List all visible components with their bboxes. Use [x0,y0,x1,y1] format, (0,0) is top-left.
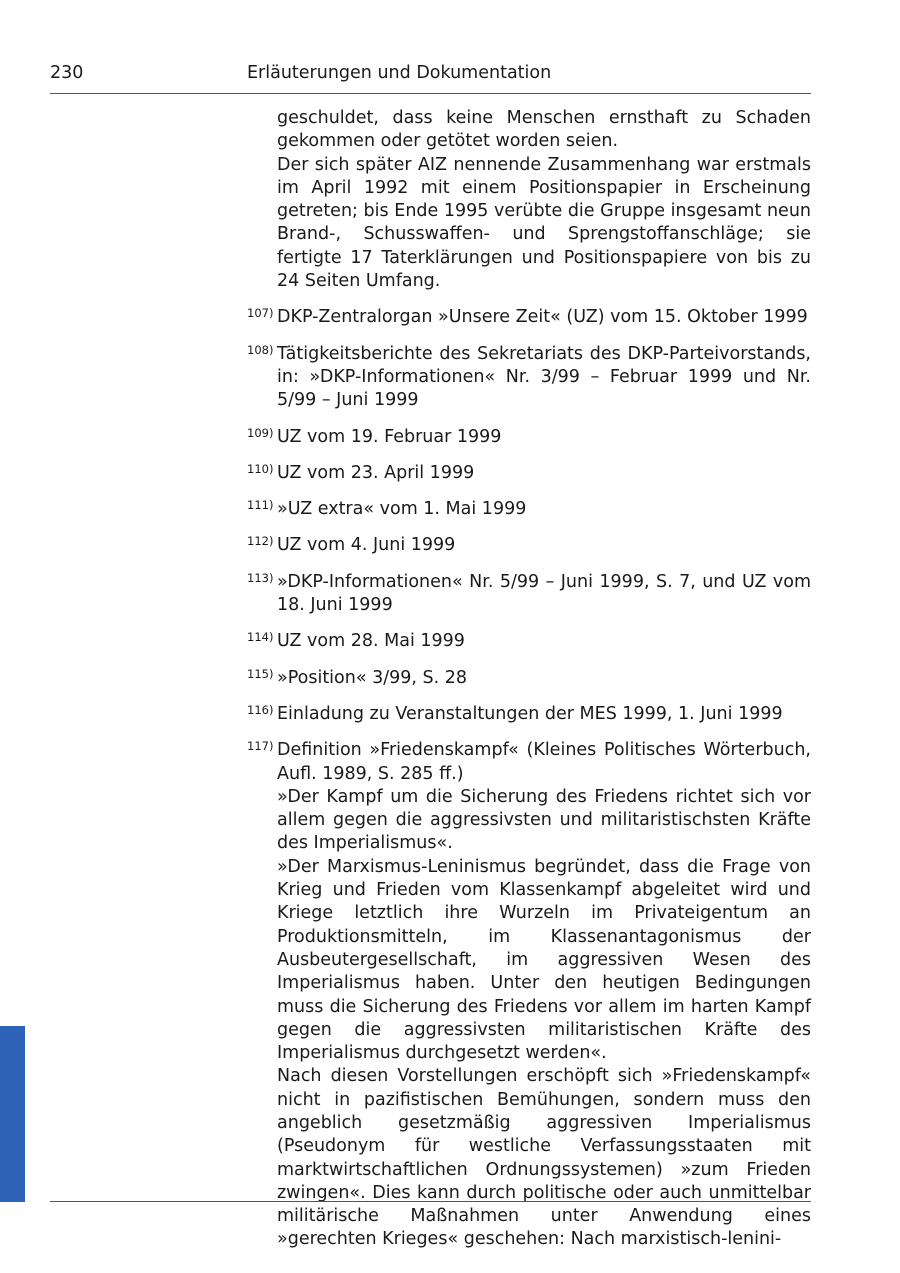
page-number: 230 [50,63,84,83]
footnotes-column [247,107,811,1252]
footnote-108 [247,343,811,413]
footnote-117 [247,739,811,1252]
footnote-number: 107) [247,306,274,321]
page-header [50,63,811,94]
footnote-number: 109) [247,425,274,440]
running-title: Erläuterungen und Dokumentation [247,63,552,83]
note-paragraph: Tätigkeitsberichte des Sekretariats des DKP-Parteivorstands, in: »DKP-Informationen« Nr. 3/99 – Februar 1999 und Nr. 5/99 – Juni 1999 [277,343,811,411]
footnote-number: 108) [247,342,274,357]
note-paragraph: UZ vom 19. Februar 1999 [277,426,502,447]
footnote-109 [247,426,811,449]
footnote-number: 111) [247,498,274,513]
note-paragraph: »Der Kampf um die Sicherung des Friedens richtet sich vor allem gegen die aggressivsten und militaristischsten Kräfte des Imperialismus«. [277,786,811,854]
footnote-107 [247,306,811,329]
footnote-116 [247,703,811,726]
footnote-114 [247,630,811,653]
note-paragraph: »Position« 3/99, S. 28 [277,667,468,688]
footnote-110 [247,462,811,485]
footnote-number: 117) [247,739,274,754]
note-paragraph: Der sich später AIZ nennende Zusammenhang war erstmals im April 1992 mit einem Positionspapier in Erscheinung getreten; bis Ende 1995 verübte die Gruppe insgesamt neun Brand-, Schusswaffen- und Sprengstoffanschläge; sie fertigte 17 Taterklärungen und Positionspapiere von bis zu 24 Seiten Umfang. [277,154,811,292]
note-paragraph: »UZ extra« vom 1. Mai 1999 [277,499,527,520]
footnote-112 [247,534,811,557]
chapter-color-tab [0,1026,25,1202]
continued-note [247,107,811,293]
note-paragraph: UZ vom 4. Juni 1999 [277,535,456,556]
footnote-number: 115) [247,666,274,681]
note-paragraph: »Der Marxismus-Leninismus begründet, dass die Frage von Krieg und Frieden vom Klassenkampf abgeleitet wird und Kriege letztlich ihre Wurzeln im Privateigentum an Produktionsmitteln, im Klassenantagonismus der Ausbeutergesellschaft, im aggressiven Wesen des Imperialismus haben. Unter den heutigen Bedingungen muss die Sicherung des Friedens vor allem im harten Kampf gegen die aggressivsten militaristischen Kräfte des Imperialismus durchgesetzt werden«. [277,856,811,1064]
note-paragraph: geschuldet, dass keine Menschen ernsthaft zu Schaden gekommen oder getötet worden seien. [277,108,811,152]
note-paragraph: »DKP-Informationen« Nr. 5/99 – Juni 1999, S. 7, und UZ vom 18. Juni 1999 [277,571,811,616]
footnote-number: 116) [247,702,274,717]
note-paragraph: Definition »Friedenskampf« (Kleines Politisches Wörterbuch, Aufl. 1989, S. 285 ff.) [277,740,811,784]
footnote-113 [247,571,811,618]
footnote-number: 112) [247,534,274,549]
footnote-111 [247,498,811,521]
note-paragraph: DKP-Zentralorgan »Unsere Zeit« (UZ) vom 15. Oktober 1999 [277,307,808,328]
footnote-number: 114) [247,630,274,645]
footnote-115 [247,667,811,690]
note-paragraph: UZ vom 28. Mai 1999 [277,631,465,652]
footnote-number: 113) [247,570,274,585]
note-paragraph: Einladung zu Veranstaltungen der MES 1999, 1. Juni 1999 [277,703,783,724]
note-paragraph: UZ vom 23. April 1999 [277,462,475,483]
footnote-number: 110) [247,461,274,476]
note-paragraph: Nach diesen Vorstellungen erschöpft sich »Friedenskampf« nicht in pazifistischen Bemühungen, sondern muss den angeblich gesetzmäßig aggressiven Imperialismus (Pseudonym für westliche Verfassungsstaaten mit marktwirtschaftlichen Ordnungssystemen) »zum Frieden zwingen«. Dies kann durch politische oder auch unmittelbar militärische Maßnahmen unter Anwendung eines »gerechten Krieges« geschehen: Nach marxistisch-lenini- [277,1066,811,1250]
footer-rule [50,1201,811,1202]
